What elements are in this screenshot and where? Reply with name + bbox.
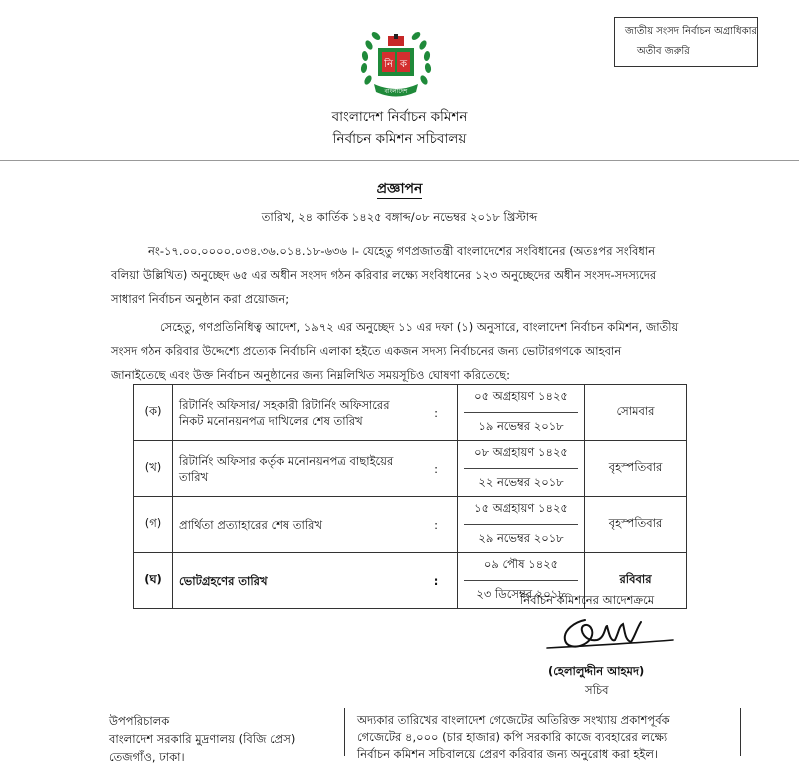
- row-event: রিটার্নিং অফিসার কর্তৃক মনোনয়নপত্র বাছাইয়ের তারিখ: [173, 441, 416, 497]
- bangla-date: ০৯ পৌষ ১৪২৫: [464, 553, 578, 581]
- row-colon: :: [415, 385, 458, 441]
- row-colon: :: [415, 497, 458, 553]
- row-colon: :: [415, 441, 458, 497]
- row-dates: [458, 441, 585, 497]
- request-line-1: অদ্যকার তারিখের বাংলাদেশ গেজেটের অতিরিক্ত সংখ্যায় প্রকাশপূর্বক: [357, 713, 670, 727]
- english-date: ২৯ নভেম্বর ২০১৮: [478, 531, 564, 545]
- paragraph-2-line-2: সংসদ গঠন করিবার উদ্দেশ্যে প্রত্যেক নির্বাচনি এলাকা হইতে একজন সদস্য নির্বাচনের জন্য ভোটারগণকে আহবান: [111, 344, 622, 358]
- row-serial: (ঘ): [134, 553, 173, 609]
- row-event: রিটার্নিং অফিসার/ সহকারী রিটার্নিং অফিসারের নিকট মনোনয়নপত্র দাখিলের শেষ তারিখ: [173, 385, 416, 441]
- row-colon: :: [415, 553, 458, 609]
- gazette-request-box: [344, 708, 741, 761]
- organization-name: বাংলাদেশ নির্বাচন কমিশন: [331, 109, 468, 125]
- notice-date: তারিখ, ২৪ কার্তিক ১৪২৫ বঙ্গাব্দ/০৮ নভেম্বর ২০১৮ খ্রিস্টাব্দ: [261, 210, 538, 224]
- english-date: ২৩ ডিসেম্বর ২০১৮: [476, 587, 566, 601]
- header-divider: [0, 160, 799, 161]
- english-date: ১৯ নভেম্বর ২০১৮: [478, 419, 564, 433]
- row-serial: (খ): [134, 441, 173, 497]
- priority-box: [614, 17, 758, 67]
- row-event: ভোটগ্রহণের তারিখ: [173, 553, 416, 609]
- paragraph-2-line-1: সেহেতু, গণপ্রতিনিধিত্ব আদেশ, ১৯৭২ এর অনুচ্ছেদ ১১ এর দফা (১) অনুসারে, বাংলাদেশ নির্বাচন কমিশন, জাতীয়: [160, 320, 679, 334]
- row-serial: (গ): [134, 497, 173, 553]
- row-day: বৃহস্পতিবার: [585, 497, 687, 553]
- row-dates: [458, 385, 585, 441]
- table-row: [134, 497, 687, 553]
- row-day: বৃহস্পতিবার: [585, 441, 687, 497]
- table-row: [134, 385, 687, 441]
- paragraph-1-line-2: বলিয়া উল্লিখিত) অনুচ্ছেদ ৬৫ এর অধীন সংসদ গঠন করিবার লক্ষ্যে সংবিধানের ১২৩ অনুচ্ছেদের অধীন সংসদ-সদস্যদের: [111, 268, 657, 282]
- paragraph-2-line-3: জানাইতেছে এবং উক্ত নির্বাচন অনুষ্ঠানের জন্য নিম্নলিখিত সময়সূচিও ঘোষণা করিতেছে:: [111, 368, 510, 382]
- emblem-letter-right: ক: [400, 59, 407, 70]
- recipient-line-2: বাংলাদেশ সরকারি মুদ্রণালয় (বিজি প্রেস): [109, 732, 296, 746]
- election-commission-emblem: [354, 22, 438, 106]
- row-dates: [458, 497, 585, 553]
- emblem-ribbon-text: বাংলাদেশ: [384, 88, 408, 95]
- secretariat-name: নির্বাচন কমিশন সচিবালয়: [332, 131, 467, 147]
- english-date: ২২ নভেম্বর ২০১৮: [478, 475, 564, 489]
- handwritten-signature: [545, 612, 675, 656]
- signatory-title: সচিব: [585, 683, 609, 697]
- row-day: সোমবার: [585, 385, 687, 441]
- paragraph-1-line-3: সাধারণ নির্বাচন অনুষ্ঠান করা প্রয়োজন;: [111, 292, 290, 306]
- election-schedule-table: [133, 384, 687, 609]
- paragraph-1-line-1: নং-১৭.০০.০০০০.০৩৪.৩৬.০১৪.১৮-৬৩৬ ।- যেহেতু গণপ্রজাতন্ত্রী বাংলাদেশের সংবিধানের (অতঃপর সংবিধান: [148, 244, 656, 258]
- table-row: [134, 441, 687, 497]
- notice-heading: [0, 177, 799, 201]
- row-serial: (ক): [134, 385, 173, 441]
- bangla-date: ১৫ অগ্রহায়ণ ১৪২৫: [464, 497, 578, 525]
- urgency-label: অতীব জরুরি: [637, 46, 690, 57]
- by-order-line: নির্বাচন কমিশনের আদেশক্রমে: [520, 593, 655, 607]
- signatory-name: (হেলালুদ্দীন আহমদ): [548, 664, 645, 678]
- row-day: রবিবার: [585, 553, 687, 609]
- emblem-letter-left: নি: [384, 59, 393, 70]
- bangla-date: ০৮ অগ্রহায়ণ ১৪২৫: [464, 441, 578, 469]
- bangla-date: ০৫ অগ্রহায়ণ ১৪২৫: [464, 385, 578, 413]
- notice-heading-text: প্রজ্ঞাপন: [376, 181, 423, 197]
- request-line-3: নির্বাচন কমিশন সচিবালয়ে প্রেরণ করিবার জন্য অনুরোধ করা হইল।: [357, 747, 659, 761]
- recipient-line-3: তেজগাঁও, ঢাকা।: [109, 750, 185, 764]
- request-line-2: গেজেটের ৪,০০০ (চার হাজার) কপি সরকারি কাজে ব্যবহারের লক্ষ্যে: [357, 730, 668, 744]
- row-event: প্রার্থিতা প্রত্যাহারের শেষ তারিখ: [173, 497, 416, 553]
- priority-label: জাতীয় সংসদ নির্বাচন অগ্রাধিকার: [625, 26, 757, 37]
- recipient-line-1: উপপরিচালক: [109, 714, 170, 728]
